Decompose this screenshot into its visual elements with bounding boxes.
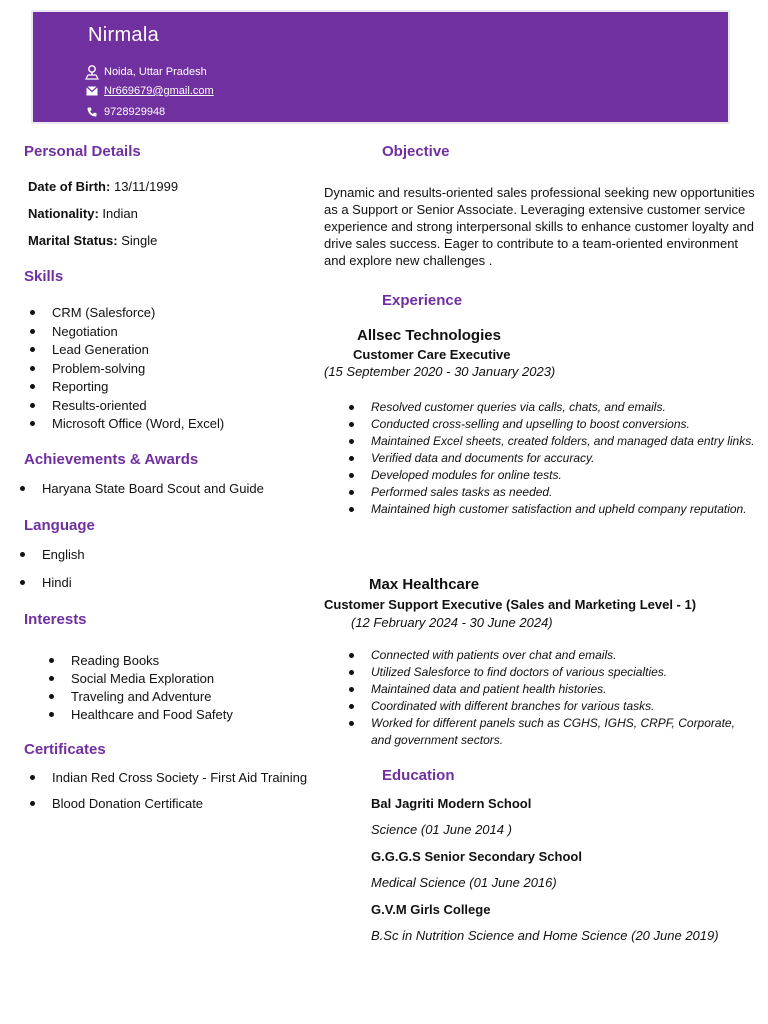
- interests-heading: Interests: [24, 611, 87, 628]
- location-pin-icon: [83, 64, 101, 80]
- certificates-list: [24, 769, 307, 813]
- achievements-list: [14, 480, 264, 498]
- company-name: Allsec Technologies: [357, 327, 501, 344]
- list-item: Reporting: [24, 378, 224, 397]
- degree-text: Medical Science (01 June 2016): [371, 875, 557, 890]
- list-item: Utilized Salesforce to find doctors of various specialties.: [343, 664, 758, 681]
- school-name: Bal Jagriti Modern School: [371, 796, 532, 811]
- dob-line: [28, 179, 178, 194]
- location-text: Noida, Uttar Pradesh: [104, 66, 207, 78]
- list-item: Verified data and documents for accuracy.: [343, 450, 758, 467]
- phone-text: 9728929948: [104, 106, 166, 118]
- list-item: Connected with patients over chat and emails.: [343, 647, 758, 664]
- email-link[interactable]: Nr669679@gmail.com: [104, 85, 214, 97]
- nationality-line: [28, 206, 138, 221]
- list-item: Haryana State Board Scout and Guide: [14, 480, 264, 498]
- list-item: Hindi: [14, 574, 85, 592]
- degree-text: B.Sc in Nutrition Science and Home Science (20 June 2019): [371, 928, 719, 943]
- company-name: Max Healthcare: [369, 576, 480, 593]
- list-item: Resolved customer queries via calls, chats, and emails.: [343, 399, 758, 416]
- list-item: Lead Generation: [24, 341, 224, 360]
- degree-text: Science (01 June 2014 ): [371, 822, 512, 837]
- list-item: Maintained data and patient health histories.: [343, 681, 758, 698]
- job-dates: (15 September 2020 - 30 January 2023): [324, 364, 556, 379]
- list-item: Blood Donation Certificate: [24, 795, 307, 813]
- marital-line: [28, 233, 157, 248]
- list-item: Microsoft Office (Word, Excel): [24, 415, 224, 434]
- list-item: Coordinated with different branches for various tasks.: [343, 698, 758, 715]
- interests-list: [43, 652, 233, 724]
- list-item: Negotiation: [24, 323, 224, 342]
- achievements-heading: Achievements & Awards: [24, 451, 199, 468]
- job-duties-list: [343, 399, 758, 518]
- phone-line: [83, 106, 165, 118]
- certificates-heading: Certificates: [24, 741, 106, 758]
- nationality-label: Nationality:: [28, 206, 99, 221]
- list-item: CRM (Salesforce): [24, 304, 224, 323]
- list-item: Performed sales tasks as needed.: [343, 484, 758, 501]
- objective-heading: Objective: [382, 143, 450, 160]
- list-item: Developed modules for online tests.: [343, 467, 758, 484]
- personal-details-heading: Personal Details: [24, 143, 141, 160]
- list-item: Indian Red Cross Society - First Aid Training: [24, 769, 307, 787]
- objective-text: Dynamic and results-oriented sales professional seeking new opportunities as a Support or Senior Associate. Leveraging extensive customer service experience and strong interpersonal skills to enhance customer loyalty and drive sales success. Eager to contribute to a team-oriented environment and explore new challenges .: [324, 185, 755, 268]
- envelope-icon: [83, 86, 101, 96]
- dob-value: 13/11/1999: [113, 179, 179, 194]
- nationality-value: Indian: [102, 206, 138, 221]
- list-item: Maintained high customer satisfaction and upheld company reputation.: [343, 501, 758, 518]
- list-item: Reading Books: [43, 652, 233, 670]
- experience-heading: Experience: [382, 292, 463, 309]
- candidate-name: Nirmala: [88, 24, 159, 46]
- school-name: G.G.G.S Senior Secondary School: [371, 849, 582, 864]
- job-role: Customer Support Executive (Sales and Marketing Level - 1): [324, 597, 697, 612]
- school-name: G.V.M Girls College: [371, 902, 491, 917]
- language-list: [14, 546, 85, 592]
- list-item: Social Media Exploration: [43, 670, 233, 688]
- job-dates: (12 February 2024 - 30 June 2024): [351, 615, 553, 630]
- skills-list: [24, 304, 224, 434]
- email-line: [83, 85, 214, 97]
- location-line: [83, 64, 207, 80]
- resume-header: [33, 12, 728, 122]
- list-item: Problem-solving: [24, 360, 224, 379]
- job-duties-list: [343, 647, 758, 749]
- education-heading: Education: [382, 767, 455, 784]
- list-item: Traveling and Adventure: [43, 688, 233, 706]
- phone-icon: [83, 107, 101, 117]
- skills-heading: Skills: [24, 268, 64, 285]
- language-heading: Language: [24, 517, 95, 534]
- list-item: Maintained Excel sheets, created folders, and managed data entry links.: [343, 433, 758, 450]
- list-item: Results-oriented: [24, 397, 224, 416]
- list-item: Conducted cross-selling and upselling to boost conversions.: [343, 416, 758, 433]
- job-role: Customer Care Executive: [353, 347, 511, 362]
- marital-label: Marital Status:: [28, 233, 118, 248]
- dob-label: Date of Birth:: [28, 179, 111, 194]
- list-item: English: [14, 546, 85, 564]
- marital-value: Single: [121, 233, 158, 248]
- list-item: Healthcare and Food Safety: [43, 706, 233, 724]
- list-item: Worked for different panels such as CGHS, IGHS, CRPF, Corporate, and government sectors.: [343, 715, 758, 749]
